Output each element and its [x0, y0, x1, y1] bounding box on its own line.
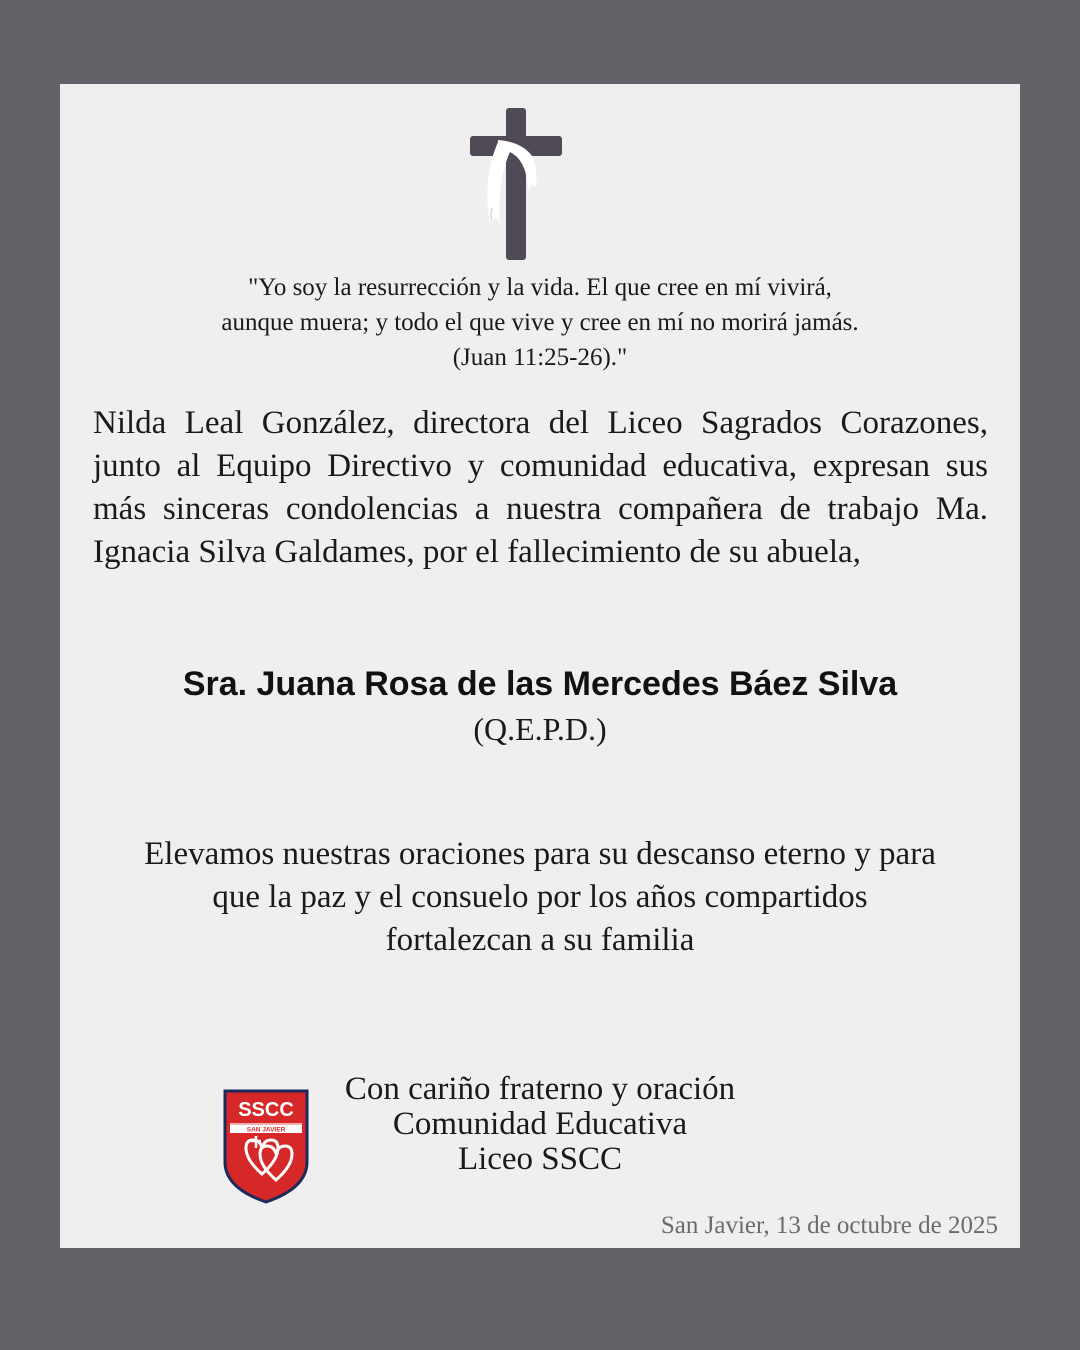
bible-quote — [100, 270, 980, 375]
prayer-line: que la paz y el consuelo por los años compartidos — [212, 879, 868, 915]
cross-with-shroud-icon — [470, 108, 562, 260]
condolence-paragraph: Nilda Leal González, directora del Liceo Sagrados Corazones, junto al Equipo Directivo y comunidad educativa, expresan sus más sinceras condolencias a nuestra compañera de trabajo Ma. Ignacia Silva Galdames, por el fallecimiento de su abuela, — [93, 405, 988, 570]
signature-line: Con cariño fraterno y oración — [344, 1071, 736, 1107]
quote-line: aunque muera; y todo el que vive y cree en mí no morirá jamás. — [221, 309, 859, 336]
prayer-line: fortalezcan a su familia — [385, 922, 695, 958]
signature-line: Liceo SSCC — [457, 1141, 623, 1177]
quote-line: "Yo soy la resurrección y la vida. El que cree en mí vivirá, — [248, 274, 832, 301]
quote-citation: (Juan 11:25-26)." — [452, 344, 628, 371]
signature-block — [290, 1072, 790, 1177]
prayer-line: Elevamos nuestras oraciones para su descanso eterno y para — [144, 836, 936, 872]
crest-subtitle: SAN JAVIER — [246, 1126, 286, 1134]
crest-title: SSCC — [238, 1099, 294, 1121]
deceased-name: Sra. Juana Rosa de las Mercedes Báez Silva — [182, 665, 898, 703]
condolence-card — [60, 84, 1020, 1248]
date-line: San Javier, 13 de octubre de 2025 — [660, 1212, 998, 1239]
prayer-message — [80, 833, 1000, 962]
qepd-label: (Q.E.P.D.) — [473, 711, 607, 747]
signature-line: Comunidad Educativa — [392, 1106, 688, 1142]
